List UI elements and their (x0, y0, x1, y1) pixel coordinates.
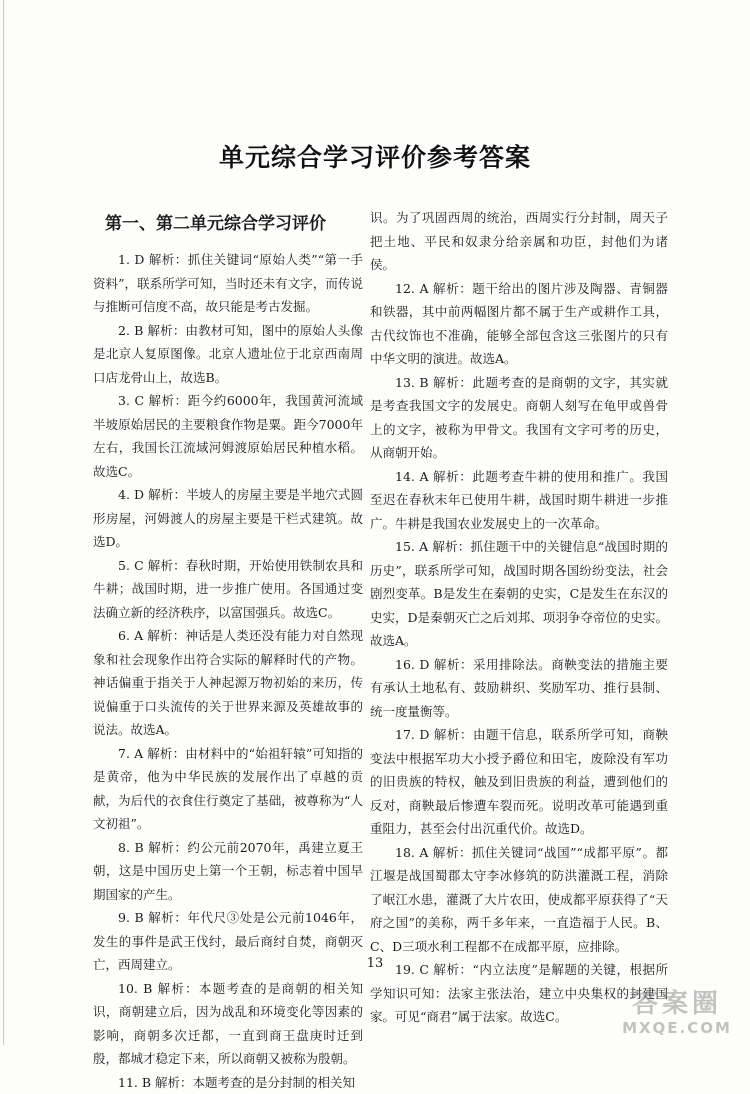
page-number: 13 (0, 956, 750, 971)
answer-13: 13. B 解析：此题考查的是商朝的文字，其实就是考查我国文字的发展史。商朝人刻写在龟甲或兽骨上的文字，被称为甲骨文。我国有文字可考的历史，从商朝开始。 (370, 371, 668, 465)
answer-17: 17. D 解析：由题干信息，联系所学可知，商鞅变法中根据军功大小授予爵位和田宅，废除没有军功的旧贵族的特权，触及到旧贵族的利益，遭到他们的反对，商鞅最后惨遭车裂而死。说明改革可能遇到重重阻力，甚至会付出沉重代价。故选D。 (370, 723, 668, 841)
answer-9: 9. B 解析：年代尺③处是公元前1046年，发生的事件是武王伐纣，最后商纣自焚，商朝灭亡，西周建立。 (93, 906, 363, 977)
watermark-logo-text: 答案圈 (612, 989, 742, 1019)
section-heading: 第一、第二单元综合学习评价 (105, 212, 363, 236)
answer-12: 12. A 解析：题干给出的图片涉及陶器、青铜器和铁器，其中前两幅图片都不属于生产或耕作工具，古代纹饰也不准确，能够全部包含这三张图片的只有中华文明的演进。故选A。 (370, 277, 668, 371)
answer-10: 10. B 解析：本题考查的是商朝的相关知识，商朝建立后，因为战乱和环境变化等因素的影响，商朝多次迁都，一直到商王盘庚时迁到殷，都城才稳定下来，所以商朝又被称为殷朝。 (93, 977, 363, 1071)
answer-7: 7. A 解析：由材料中的“始祖轩辕”可知指的是黄帝，他为中华民族的发展作出了卓越的贡献，为后代的衣食住行奠定了基础，被尊称为“人文初祖”。 (93, 742, 363, 836)
answer-1: 1. D 解析：抓住关键词“原始人类”“第一手资料”，联系所学可知，当时还未有文字，而传说与推断可信度不高，故只能是考古发掘。 (93, 248, 363, 319)
answer-2: 2. B 解析：由教材可知，图中的原始人头像是北京人复原图像。北京人遗址位于北京西南周口店龙骨山上，故选B。 (93, 319, 363, 390)
answer-8: 8. B 解析：约公元前2070年，禹建立夏王朝，这是中国历史上第一个王朝，标志着中国早期国家的产生。 (93, 836, 363, 907)
answer-4: 4. D 解析：半坡人的房屋主要是半地穴式圆形房屋，河姆渡人的房屋主要是干栏式建筑。故选D。 (93, 483, 363, 554)
page-title: 单元综合学习评价参考答案 (0, 138, 750, 174)
answer-14: 14. A 解析：此题考查牛耕的使用和推广。我国至迟在春秋末年已使用牛耕，战国时期牛耕进一步推广。牛耕是我国农业发展史上的一次革命。 (370, 465, 668, 536)
answer-16: 16. D 解析：采用排除法。商鞅变法的措施主要有承认土地私有、鼓励耕织、奖励军功、推行县制、统一度量衡等。 (370, 653, 668, 724)
answer-19: 19. C 解析：“内立法度”是解题的关键，根据所学知识可知：法家主张法治，建立中央集权的封建国家。可见“商君”属于法家。故选C。 (370, 958, 668, 1029)
watermark-url: MXQE.COM (612, 1019, 742, 1037)
right-column (370, 206, 668, 1029)
answer-18: 18. A 解析：抓住关键词“战国”“成都平原”。都江堰是战国蜀郡太守李冰修筑的防洪灌溉工程，消除了岷江水患，灌溉了大片农田，使成都平原获得了“天府之国”的美称，两千多年来，一直造福于人民。B、C、D三项水利工程都不在成都平原，应排除。 (370, 841, 668, 959)
watermark-logo (612, 989, 742, 1041)
answer-5: 5. C 解析：春秋时期，开始使用铁制农具和牛耕；战国时期，进一步推广使用。各国通过变法确立新的经济秩序，以富国强兵。故选C。 (93, 554, 363, 625)
answer-11: 11. B 解析：本题考查的是分封制的相关知 (93, 1071, 363, 1094)
answer-6: 6. A 解析：神话是人类还没有能力对自然现象和社会现象作出符合实际的解释时代的产物。神话偏重于指关于人神起源万物初始的来历，传说偏重于口头流传的关于世界来源及英雄故事的说法。故选A。 (93, 624, 363, 742)
answer-11-continued: 识。为了巩固西周的统治，西周实行分封制，周天子把土地、平民和奴隶分给亲属和功臣，封他们为诸侯。 (370, 206, 668, 277)
answer-3: 3. C 解析：距今约6000年，我国黄河流域半坡原始居民的主要粮食作物是粟。距今7000年左右，我国长江流域河姆渡原始居民种植水稻。故选C。 (93, 389, 363, 483)
answer-15: 15. A 解析：抓住题干中的关键信息“战国时期的历史”，联系所学可知，战国时期各国纷纷变法，社会剧烈变革。B是发生在秦朝的史实，C是发生在东汉的史实，D是秦朝灭亡之后刘邦、项羽争夺帝位的史实。故选A。 (370, 535, 668, 653)
